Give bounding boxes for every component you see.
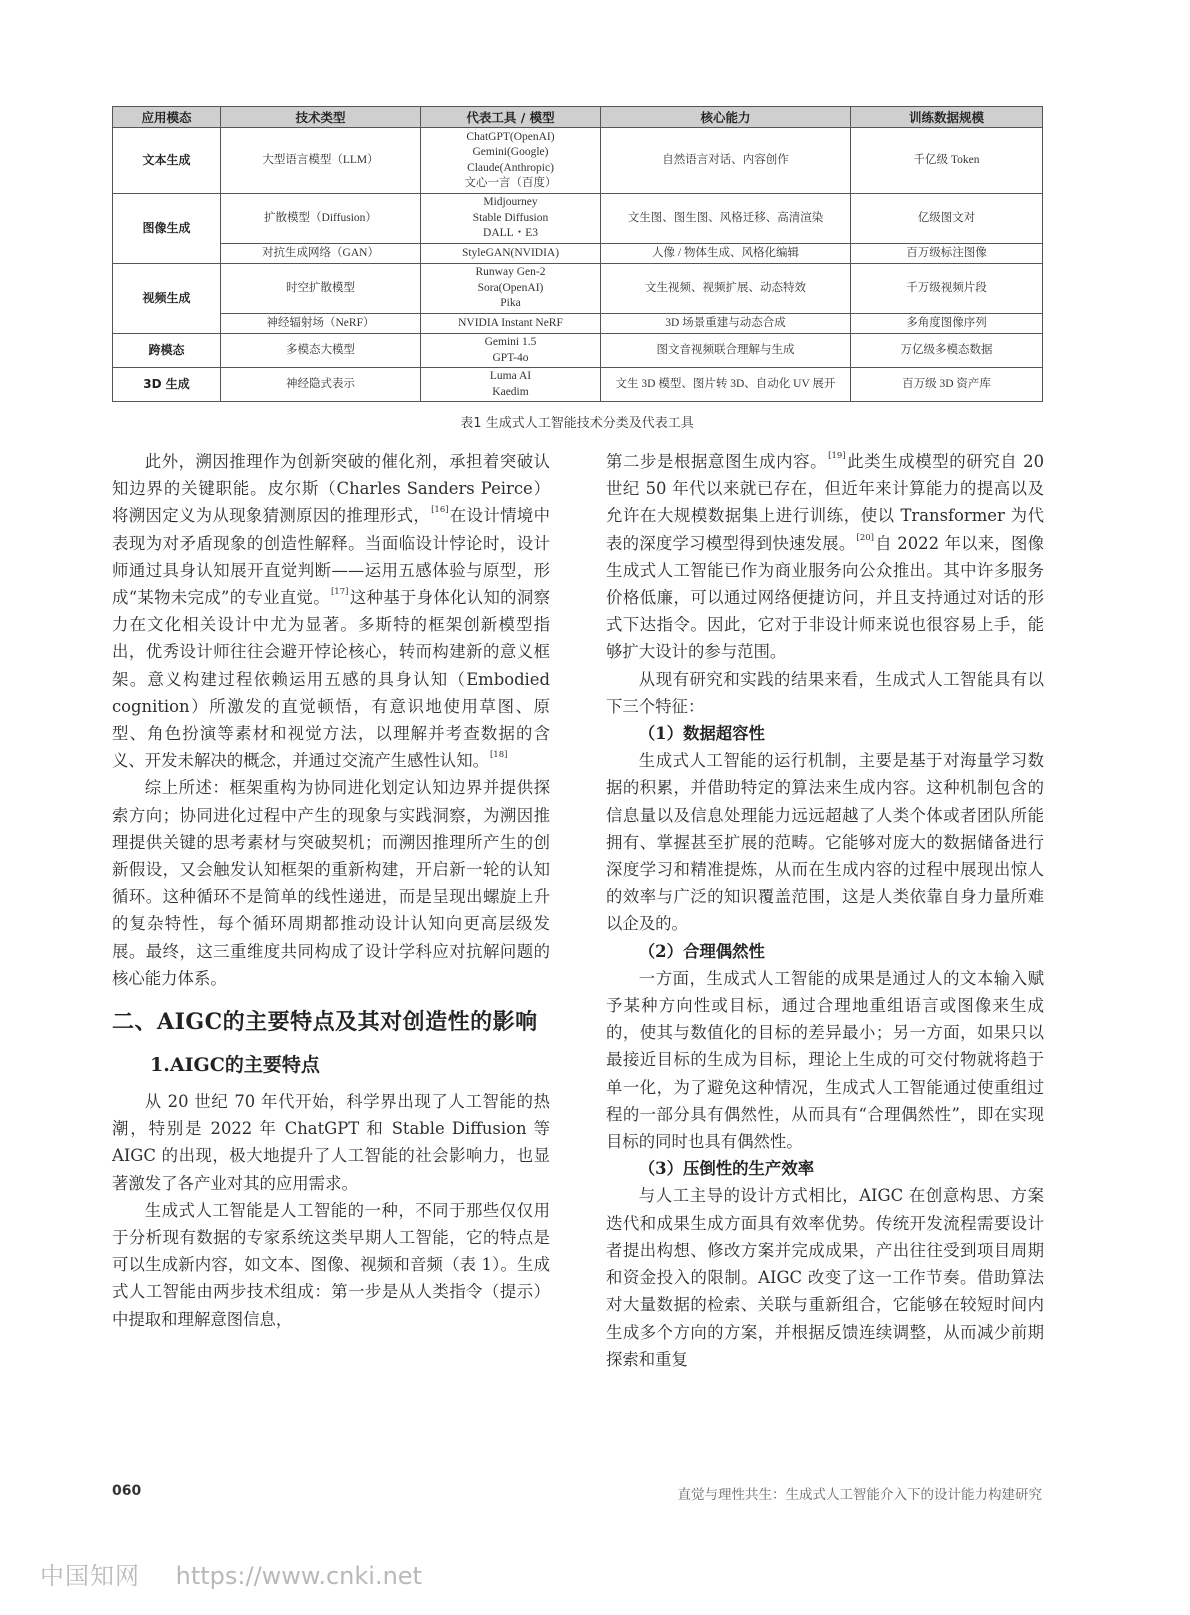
page-number: 060 <box>112 1483 142 1499</box>
table-row <box>113 244 1043 264</box>
paragraph: 与人工主导的设计方式相比，AIGC 在创意构思、方案迭代和成果生成方面具有效率优势。传统开发流程需要设计者提出构想、修改方案并完成成果，产出往往受到项目周期和资金投入的限制。AIGC 改变了这一工作节奏。借助算法对大量数据的检索、关联与重新组合，它能够在较短时间内生成多个方向的方案，并根据反馈连续调整，从而减少前期探索和重复 <box>606 1186 1044 1369</box>
paragraph: 生成式人工智能的运行机制，主要是基于对海量学习数据的积累，并借助特定的算法来生成内容。这种机制包含的信息量以及信息处理能力远远超越了人类个体或者团队所能拥有、掌握甚至扩展的范畴。它能够对庞大的数据储备进行深度学习和精准提炼，从而在生成内容的过程中展现出惊人的效率与广泛的知识覆盖范围，这是人类依靠自身力量所难以企及的。 <box>606 751 1044 934</box>
table-header-row <box>113 107 1043 128</box>
paragraph: 从现有研究和实践的结果来看，生成式人工智能具有以下三个特征： <box>606 669 1044 716</box>
table-cell-mode: 文本生成 <box>113 128 221 194</box>
table-cell-tools: NVIDIA Instant NeRF <box>421 314 601 334</box>
citation-ref: [18] <box>489 750 508 761</box>
table-cell-scale: 千亿级 Token <box>851 128 1043 194</box>
table-cell-scale: 百万级 3D 资产库 <box>851 368 1043 402</box>
table-header-cell: 应用模态 <box>113 107 221 128</box>
table-cell-capability: 文生图、图生图、风格迁移、高清渲染 <box>601 194 851 244</box>
table-cell-capability: 图文音视频联合理解与生成 <box>601 334 851 368</box>
table-cell-capability: 人像 / 物体生成、风格化编辑 <box>601 244 851 264</box>
right-column <box>606 448 1044 1373</box>
watermark-name: 中国知网 <box>40 1562 140 1590</box>
table-cell-capability: 自然语言对话、内容创作 <box>601 128 851 194</box>
table-cell-tech: 对抗生成网络（GAN） <box>221 244 421 264</box>
table-cell-mode: 图像生成 <box>113 194 221 264</box>
paragraph: 生成式人工智能是人工智能的一种，不同于那些仅仅用于分析现有数据的专家系统这类早期人工智能，它的特点是可以生成新内容，如文本、图像、视频和音频（表 1）。生成式人工智能由两步技术组成：第一步是从人类指令（提示）中提取和理解意图信息， <box>112 1200 550 1329</box>
citation-ref: [20] <box>856 532 874 543</box>
table-row <box>113 334 1043 368</box>
technology-table <box>112 106 1043 402</box>
table-cell-capability: 文生视频、视频扩展、动态特效 <box>601 264 851 314</box>
table-cell-scale: 亿级图文对 <box>851 194 1043 244</box>
table-header-cell: 代表工具 / 模型 <box>421 107 601 128</box>
table-cell-tech: 神经隐式表示 <box>221 368 421 402</box>
table-cell-tools: Gemini 1.5 GPT-4o <box>421 334 601 368</box>
paragraph-text: 第二步是根据意图生成内容。 <box>606 452 828 471</box>
table-cell-mode: 3D 生成 <box>113 368 221 402</box>
table-cell-tech: 多模态大模型 <box>221 334 421 368</box>
table-cell-tech: 扩散模型（Diffusion） <box>221 194 421 244</box>
table-row <box>113 314 1043 334</box>
section-title: 二、AIGC的主要特点及其对创造性的影响 <box>112 1009 538 1036</box>
paragraph-text: 此类生成模型的研究自 20 世纪 50 年代以来就已存在，但近年来计算能力的提高以及允许在大规模数据集上进行训练，使以 Transformer 为代表的深度学习模型得到快速发展。 <box>606 452 1044 553</box>
citation-ref: [17] <box>330 587 349 598</box>
table-cell-tech: 神经辐射场（NeRF） <box>221 314 421 334</box>
table-cell-scale: 千万级视频片段 <box>851 264 1043 314</box>
paragraph: 一方面，生成式人工智能的成果是通过人的文本输入赋予某种方向性或目标，通过合理地重组语言或图像来生成的，使其与数值化的目标的差异最小；另一方面，如果只以最接近目标的生成为目标，理论上生成的可交付物就将趋于单一化，为了避免这种情况，生成式人工智能通过使重组过程的一部分具有偶然性，从而具有“合理偶然性”，即在实现目标的同时也具有偶然性。 <box>606 968 1044 1152</box>
citation-ref: [19] <box>828 451 846 461</box>
citation-ref: [16] <box>431 505 449 516</box>
table-cell-tools: StyleGAN(NVIDIA) <box>421 244 601 264</box>
table-cell-scale: 百万级标注图像 <box>851 244 1043 264</box>
table-cell-tools: ChatGPT(OpenAI) Gemini(Google) Claude(Anthropic) 文心一言（百度） <box>421 128 601 194</box>
table-cell-tools: Runway Gen-2 Sora(OpenAI) Pika <box>421 264 601 314</box>
paragraph: 从 20 世纪 70 年代开始，科学界出现了人工智能的热潮，特别是 2022 年 ChatGPT 和 Stable Diffusion 等 AIGC 的出现，极大地提升了人工智能的社会影响力，也显著激发了各产业对其的应用需求。 <box>112 1092 550 1193</box>
paragraph: 综上所述：框架重构为协同进化划定认知边界并提供探索方向；协同进化过程中产生的现象与实践洞察，为溯因推理提供关键的思考素材与突破契机；而溯因推理所产生的创新假设，又会触发认知框架的重新构建，开启新一轮的认知循环。这种循环不是简单的线性递进，而是呈现出螺旋上升的复杂特性，每个循环周期都推动设计认知向更高层级发展。最终，这三重维度共同构成了设计学科应对抗解问题的核心能力体系。 <box>112 778 550 988</box>
paragraph <box>112 448 550 774</box>
table-header-cell: 训练数据规模 <box>851 107 1043 128</box>
table-caption: 表1 生成式人工智能技术分类及代表工具 <box>460 416 694 431</box>
feature-heading: （1）数据超容性 <box>638 724 765 744</box>
table-row <box>113 128 1043 194</box>
table-cell-scale: 多角度图像序列 <box>851 314 1043 334</box>
table-cell-tech: 大型语言模型（LLM） <box>221 128 421 194</box>
table-cell-capability: 3D 场景重建与动态合成 <box>601 314 851 334</box>
watermark <box>40 1556 422 1591</box>
subsection-title: 1.AIGC的主要特点 <box>150 1054 320 1077</box>
paragraph <box>606 448 1044 666</box>
feature-heading: （2）合理偶然性 <box>638 941 765 961</box>
left-column <box>112 448 550 1333</box>
table-cell-tech: 时空扩散模型 <box>221 264 421 314</box>
table-header-cell: 核心能力 <box>601 107 851 128</box>
table-cell-scale: 万亿级多模态数据 <box>851 334 1043 368</box>
watermark-url: https://www.cnki.net <box>175 1562 422 1590</box>
feature-heading: （3）压倒性的生产效率 <box>638 1159 815 1179</box>
running-title: 直觉与理性共生：生成式人工智能介入下的设计能力构建研究 <box>677 1487 1042 1503</box>
table-row <box>113 368 1043 402</box>
paragraph-text: 这种基于身体化认知的洞察力在文化相关设计中尤为显著。多斯特的框架创新模型指出，优秀设计师往往会避开悖论核心，转而构建新的意义框架。意义构建过程依赖运用五感的具身认知（Embodied cognition）所激发的直觉顿悟，有意识地使用草图、原型、角色扮演等素材和视觉方法，以理解并考查数据的含义、开发未解决的概念，并通过交流产生感性认知。 <box>112 588 551 771</box>
paragraph-text: 在设计情境中表现为对矛盾现象的创造性解释。当面临设计悖论时，设计师通过具身认知展开直觉判断——运用五感体验与原型，形成“某物未完成”的专业直觉。 <box>112 506 551 608</box>
table-header-cell: 技术类型 <box>221 107 421 128</box>
paragraph-text: 此外，溯因推理作为创新突破的催化剂，承担着突破认知边界的关键职能。皮尔斯（Charles Sanders Peirce）将溯因定义为从现象猜测原因的推理形式， <box>112 452 550 526</box>
table-row <box>113 264 1043 314</box>
table-cell-capability: 文生 3D 模型、图片转 3D、自动化 UV 展开 <box>601 368 851 402</box>
table-cell-mode: 跨模态 <box>113 334 221 368</box>
table-cell-tools: Midjourney Stable Diffusion DALL・E3 <box>421 194 601 244</box>
table-cell-mode: 视频生成 <box>113 264 221 334</box>
paragraph-text: 自 2022 年以来，图像生成式人工智能已作为商业服务向公众推出。其中许多服务价格低廉，可以通过网络便捷访问，并且支持通过对话的形式下达指令。因此，它对于非设计师来说也很容易上手，能够扩大设计的参与范围。 <box>606 533 1044 662</box>
table-row <box>113 194 1043 244</box>
table-cell-tools: Luma AI Kaedim <box>421 368 601 402</box>
